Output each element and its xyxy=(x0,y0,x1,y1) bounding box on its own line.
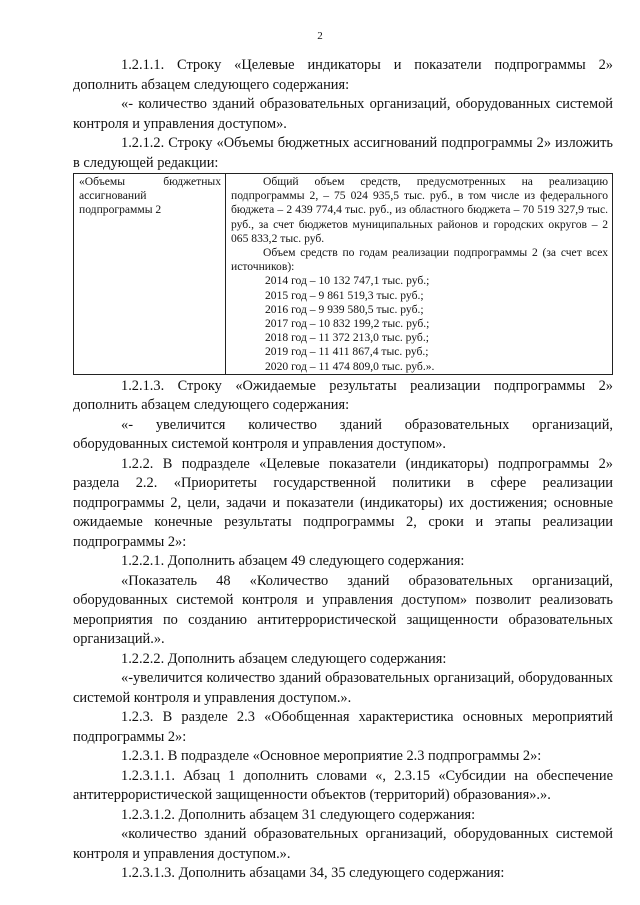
paragraph: 1.2.2. В подразделе «Целевые показатели (индикаторы) подпрограммы 2» раздела 2.2. «Приоритеты государственной политики в сфере реализации подпрограммы 2, цели, задачи и показатели (индикаторы) их достижения; основные ожидаемые конечные результаты подпрограммы 2, сроки и этапы реализации подпрограммы 2»: xyxy=(73,455,613,550)
paragraph: «- количество зданий образовательных организаций, оборудованных системой контроля и управления доступом». xyxy=(73,96,613,132)
paragraph: 1.2.1.3. Строку «Ожидаемые результаты реализации подпрограммы 2» дополнить абзацем следующего содержания: xyxy=(73,377,613,414)
paragraph: «-увеличится количество зданий образовательных организаций, оборудованных системой контроля и управления доступом.». xyxy=(73,670,613,706)
year-item: 2018 год – 11 372 213,0 тыс. руб.; xyxy=(265,331,429,345)
paragraph: 1.2.1.2. Строку «Объемы бюджетных ассигнований подпрограммы 2» изложить в следующей редакции: xyxy=(73,135,613,171)
budget-table xyxy=(73,173,613,375)
years-list xyxy=(231,274,608,373)
table-total-text: Общий объем средств, предусмотренных на реализацию подпрограммы 2, – 75 024 935,5 тыс. руб., в том числе из федерального бюджета – 2 439 774,4 тыс. руб., из областного бюджета – 70 519 327,9 тыс. руб., за счет бюджетов муниципальных районов и городских округов – 2 065 833,2 тыс. руб. xyxy=(231,175,608,245)
paragraph: 1.2.3. В разделе 2.3 «Обобщенная характеристика основных мероприятий подпрограммы 2»: xyxy=(73,709,613,745)
year-item: 2016 год – 9 939 580,5 тыс. руб.; xyxy=(265,302,424,316)
paragraph: «количество зданий образовательных организаций, оборудованных системой контроля и управления доступом.». xyxy=(73,826,613,862)
paragraph: 1.2.3.1. В подразделе «Основное мероприятие 2.3 подпрограммы 2»: xyxy=(121,748,542,765)
paragraph: 1.2.3.1.2. Дополнить абзацем 31 следующего содержания: xyxy=(121,806,476,823)
table-years-intro: Объем средств по годам реализации подпрограммы 2 (за счет всех источников): xyxy=(231,246,608,274)
paragraph: 1.2.3.1.3. Дополнить абзацами 34, 35 следующего содержания: xyxy=(121,865,505,882)
year-item: 2019 год – 11 411 867,4 тыс. руб.; xyxy=(265,345,429,359)
year-item: 2015 год – 9 861 519,3 тыс. руб.; xyxy=(265,288,424,302)
paragraph: 1.2.2.1. Дополнить абзацем 49 следующего содержания: xyxy=(121,553,465,570)
paragraph: 1.2.3.1.1. Абзац 1 дополнить словами «, 2.3.15 «Субсидии на обеспечение антитеррористической защищенности объектов (территорий) образования».». xyxy=(73,767,613,804)
paragraph: 1.2.1.1. Строку «Целевые индикаторы и показатели подпрограммы 2» дополнить абзацем следующего содержания: xyxy=(73,57,613,93)
paragraph: 1.2.2.2. Дополнить абзацем следующего содержания: xyxy=(121,650,447,667)
year-item: 2017 год – 10 832 199,2 тыс. руб.; xyxy=(265,317,430,331)
year-item: 2020 год – 11 474 809,0 тыс. руб.». xyxy=(265,359,435,373)
table-label-cell xyxy=(74,174,226,375)
year-item: 2014 год – 10 132 747,1 тыс. руб.; xyxy=(265,274,430,288)
paragraph: «Показатель 48 «Количество зданий образовательных организаций, оборудованных системой контроля и управления доступом» позволит реализовать мероприятия по созданию антитеррористической защищенности образовательных организаций.». xyxy=(73,572,613,648)
document-body xyxy=(73,56,613,884)
table-value-cell xyxy=(226,174,613,375)
page-number: 2 xyxy=(317,30,323,42)
paragraph: «- увеличится количество зданий образовательных организаций, оборудованных системой контроля и управления доступом». xyxy=(73,416,613,453)
table-label: «Объемы бюджетных ассигнований подпрограммы 2 xyxy=(79,175,221,217)
table-row xyxy=(74,174,613,375)
